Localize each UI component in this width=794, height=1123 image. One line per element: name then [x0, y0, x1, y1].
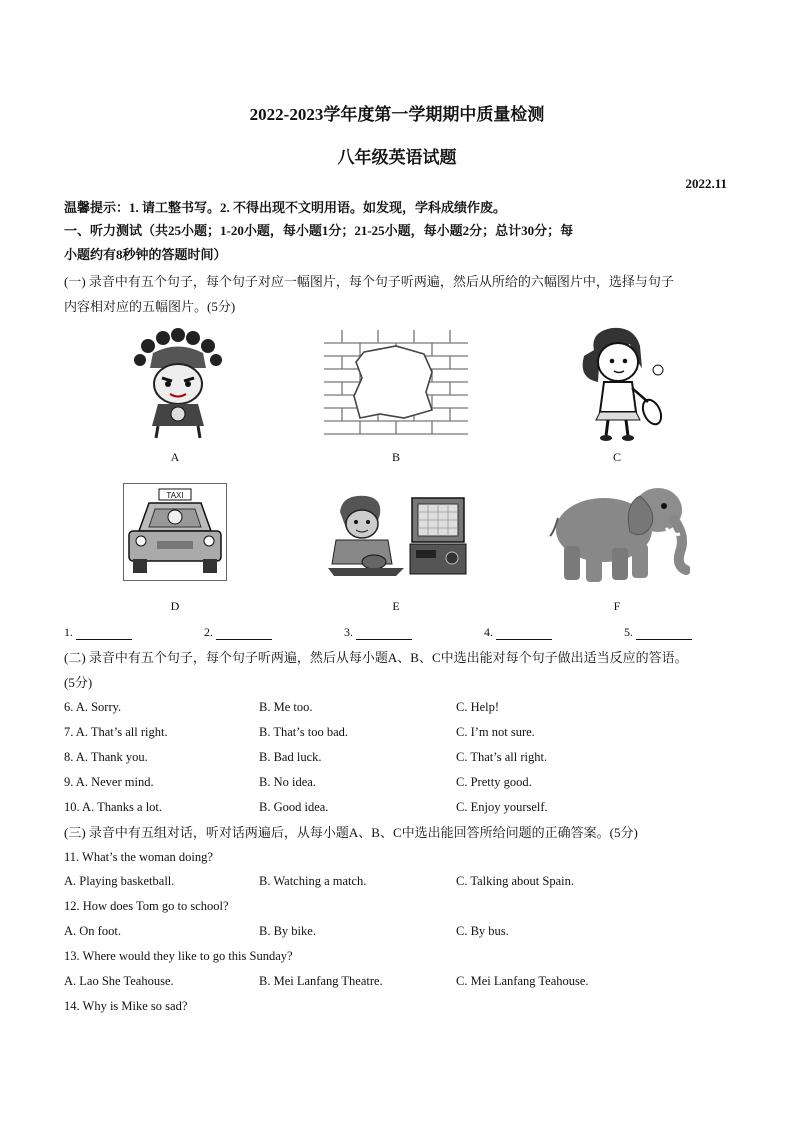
exam-subtitle: 八年级英语试题	[337, 148, 457, 167]
exam-title: 2022-2023学年度第一学期期中质量检测	[249, 105, 545, 124]
brick-wall-icon	[324, 330, 468, 436]
q13-option-a: A. Lao She Teahouse.	[64, 974, 174, 988]
picture-c-label: C	[612, 450, 621, 464]
q8-option-a: 8. A. Thank you.	[64, 750, 148, 764]
q7-option-a: 7. A. That’s all right.	[64, 725, 168, 739]
boy-tv-game-icon	[326, 488, 468, 580]
q12-option-c: C. By bus.	[456, 924, 509, 938]
q7-option-b: B. That’s too bad.	[259, 725, 349, 739]
tip-text: 温馨提示：1. 请工整书写。2. 不得出现不文明用语。如发现，学科成绩作废。	[64, 200, 507, 215]
answer-blank-3[interactable]: 3.	[344, 625, 412, 640]
part1-instructions-cont: 内容相对应的五幅图片。(5分)	[64, 299, 236, 314]
part2-instructions: (二) 录音中有五个句子，每个句子听两遍，然后从每小题A、B、C中选出能对每个句子做出适当反应的答语。	[64, 650, 688, 665]
opera-mask-icon	[118, 318, 234, 442]
section1-heading-cont: 小题约有8秒钟的答题时间）	[64, 247, 227, 262]
q9-option-b: B. No idea.	[259, 775, 316, 789]
picture-f-label: F	[613, 599, 621, 613]
section1-heading: 一、听力测试（共25小题；1-20小题，每小题1分；21-25小题，每小题2分；总计30分；每	[64, 223, 574, 238]
q12-question: 12. How does Tom go to school?	[64, 899, 229, 913]
answer-blank-4[interactable]: 4.	[484, 625, 552, 640]
q13-question: 13. Where would they like to go this Sunday?	[64, 949, 293, 963]
part2-instructions-cont: (5分)	[64, 675, 93, 690]
part3-instructions: (三) 录音中有五组对话，听对话两遍后，从每小题A、B、C中选出能回答所给问题的正确答案。(5分)	[64, 825, 638, 840]
picture-d-label: D	[170, 599, 180, 613]
exam-date: 2022.11	[685, 176, 727, 191]
q11-question: 11. What’s the woman doing?	[64, 850, 213, 864]
q11-option-c: C. Talking about Spain.	[456, 874, 574, 888]
answer-blank-1[interactable]: 1.	[64, 625, 132, 640]
taxi-icon	[123, 483, 227, 581]
answer-blank-2[interactable]: 2.	[204, 625, 272, 640]
picture-a-label: A	[170, 450, 180, 464]
q8-option-c: C. That’s all right.	[456, 750, 548, 764]
q6-option-a: 6. A. Sorry.	[64, 700, 122, 714]
q9-option-a: 9. A. Never mind.	[64, 775, 154, 789]
q14-question: 14. Why is Mike so sad?	[64, 999, 188, 1013]
q7-option-c: C. I’m not sure.	[456, 725, 535, 739]
picture-b-label: B	[391, 450, 400, 464]
q12-option-b: B. By bike.	[259, 924, 316, 938]
tennis-girl-icon	[570, 322, 668, 442]
q13-option-c: C. Mei Lanfang Teahouse.	[456, 974, 589, 988]
q12-option-a: A. On foot.	[64, 924, 121, 938]
svg-text:TAXI: TAXI	[166, 491, 184, 500]
picture-e-label: E	[392, 599, 400, 613]
q10-option-b: B. Good idea.	[259, 800, 329, 814]
q6-option-b: B. Me too.	[259, 700, 313, 714]
q13-option-b: B. Mei Lanfang Theatre.	[259, 974, 383, 988]
q9-option-c: C. Pretty good.	[456, 775, 532, 789]
q6-option-c: C. Help!	[456, 700, 500, 714]
part1-instructions: (一) 录音中有五个句子，每个句子对应一幅图片，每个句子听两遍，然后从所给的六幅图片中，选择与句子	[64, 274, 674, 289]
q11-option-a: A. Playing basketball.	[64, 874, 175, 888]
q8-option-b: B. Bad luck.	[259, 750, 322, 764]
answer-blank-5[interactable]: 5.	[624, 625, 692, 640]
q10-option-c: C. Enjoy yourself.	[456, 800, 548, 814]
q11-option-b: B. Watching a match.	[259, 874, 367, 888]
elephant-icon	[548, 474, 690, 588]
q10-option-a: 10. A. Thanks a lot.	[64, 800, 163, 814]
